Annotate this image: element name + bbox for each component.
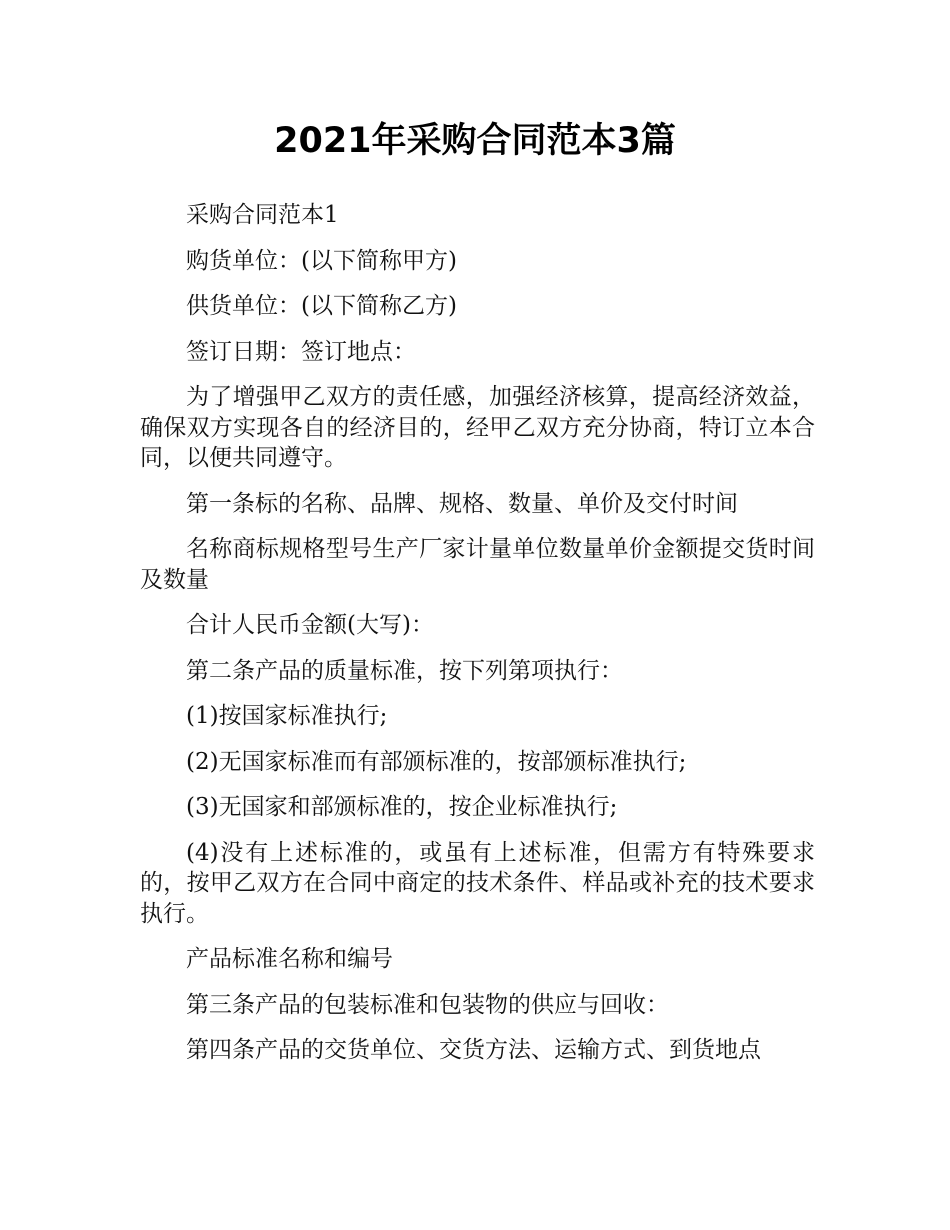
quality-standard-item-4: (4)没有上述标准的，或虽有上述标准，但需方有特殊要求的，按甲乙双方在合同中商定的技术条件、样品或补充的技术要求执行。 [140,839,815,927]
quality-standard-item-3: (3)无国家和部颁标准的，按企业标准执行; [186,794,618,820]
article-3-heading: 第三条产品的包装标准和包装物的供应与回收： [186,991,669,1018]
article-4-heading: 第四条产品的交货单位、交货方法、运输方式、到货地点 [186,1037,761,1063]
quality-standard-item-1: (1)按国家标准执行; [186,703,388,729]
preamble-paragraph: 为了增强甲乙双方的责任感，加强经济核算，提高经济效益，确保双方实现各自的经济目的，经甲乙双方充分协商，特订立本合同，以便共同遵守。 [140,384,815,471]
product-standard-name-line: 产品标准名称和编号 [186,946,393,972]
quality-standard-item-2: (2)无国家标准而有部颁标准的，按部颁标准执行; [186,748,687,775]
signing-date-place-line: 签订日期：签订地点： [186,338,416,365]
article-2-heading: 第二条产品的质量标准，按下列第项执行： [186,657,623,684]
item-columns-line: 名称商标规格型号生产厂家计量单位数量单价金额提交货时间及数量 [140,536,815,593]
supplier-line: 供货单位：(以下简称乙方) [186,293,457,319]
article-1-heading: 第一条标的名称、品牌、规格、数量、单价及交付时间 [186,490,738,517]
document-body [140,200,815,1081]
section-heading-contract-1: 采购合同范本1 [186,202,339,228]
purchaser-line: 购货单位：(以下简称甲方) [186,247,457,274]
document-title: 2021年采购合同范本3篇 [274,121,676,161]
total-amount-line: 合计人民币金额(大写)： [186,612,434,638]
